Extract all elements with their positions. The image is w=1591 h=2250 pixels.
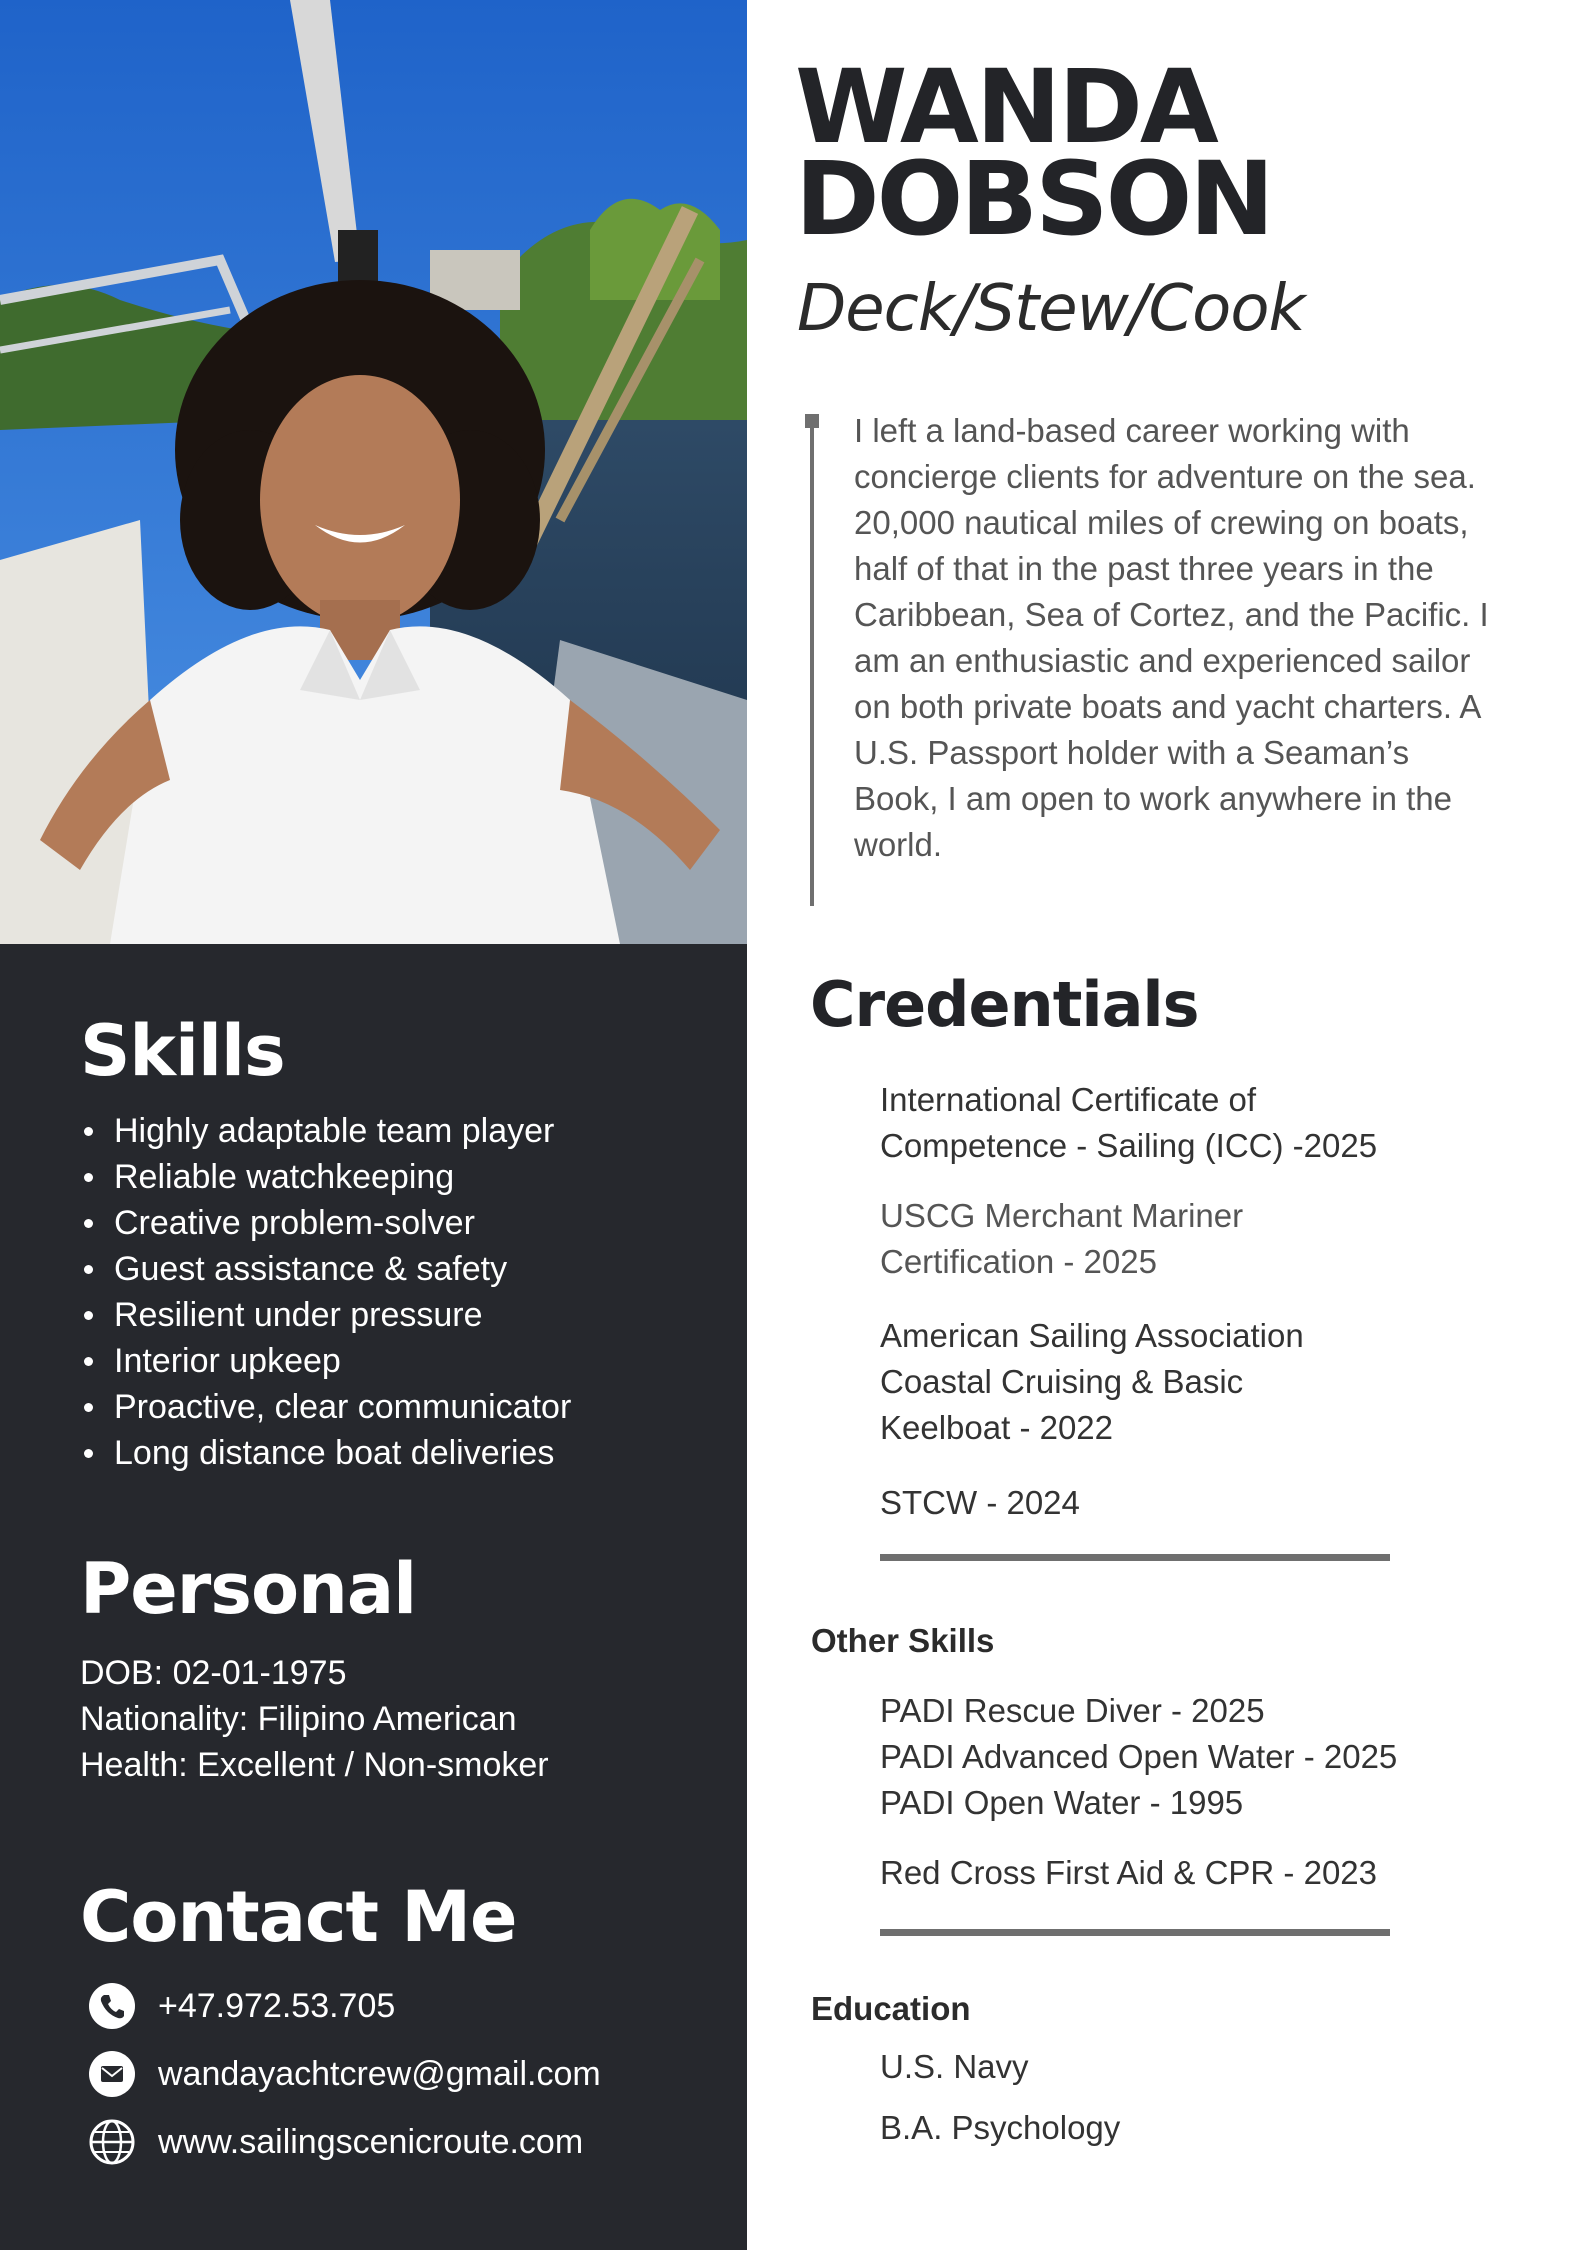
- education-item: U.S. Navy: [880, 2048, 1029, 2085]
- credential-item: [880, 1480, 1080, 1526]
- credential-line: American Sailing Association: [880, 1317, 1304, 1354]
- role-title: Deck/Stew/Cook: [797, 272, 1305, 346]
- skill-item: Resilient under pressure: [80, 1292, 571, 1338]
- credential-item: [880, 1077, 1377, 1169]
- bio-text: I left a land-based career working with concierge clients for adventure on the sea. 20,000 nautical miles of crewing on boats, half of that in the past three years in the Caribbean, Sea of Cortez, and the Pacific. I am an enthusiastic and experienced sailor on both private boats and yacht charters. A U.S. Passport holder with a Seaman’s Book, I am open to work anywhere in the world.: [854, 412, 1489, 863]
- first-aid-line: Red Cross First Aid & CPR - 2023: [880, 1854, 1377, 1891]
- credential-line: Keelboat - 2022: [880, 1409, 1114, 1446]
- diving-cert: PADI Open Water - 1995: [880, 1784, 1244, 1821]
- skill-item: Interior upkeep: [80, 1338, 571, 1384]
- skill-item: Proactive, clear communicator: [80, 1384, 571, 1430]
- phone-text[interactable]: +47.972.53.705: [158, 1986, 396, 2025]
- email-icon: [88, 2050, 136, 2098]
- contact-phone-row[interactable]: [88, 1982, 395, 2030]
- website-text[interactable]: www.sailingscenicroute.com: [158, 2122, 584, 2161]
- bio-bar: [810, 420, 814, 906]
- personal-heading: Personal: [80, 1548, 417, 1630]
- diving-cert: PADI Rescue Diver - 2025: [880, 1692, 1265, 1729]
- name-heading: [795, 48, 1272, 259]
- education-item: B.A. Psychology: [880, 2109, 1121, 2146]
- profile-photo: [0, 0, 747, 944]
- health-text: Health: Excellent / Non-smoker: [80, 1746, 549, 1784]
- dob-text: DOB: 02-01-1975: [80, 1654, 347, 1692]
- contact-website-row[interactable]: [88, 2118, 583, 2166]
- left-panel: [0, 0, 747, 2250]
- last-name: DOBSON: [795, 140, 1272, 259]
- credential-line: Certification - 2025: [880, 1243, 1157, 1280]
- skill-item: Long distance boat deliveries: [80, 1430, 571, 1476]
- other-skills-heading: Other Skills: [811, 1622, 995, 1659]
- first-aid-cert: [880, 1850, 1377, 1896]
- section-divider: [880, 1929, 1390, 1936]
- credential-line: Competence - Sailing (ICC) -2025: [880, 1127, 1378, 1164]
- personal-info: [80, 1650, 549, 1788]
- contact-email-row[interactable]: [88, 2050, 601, 2098]
- skill-item: Creative problem-solver: [80, 1200, 571, 1246]
- contact-heading: Contact Me: [80, 1876, 517, 1958]
- first-name: WANDA: [795, 48, 1216, 167]
- credential-line: USCG Merchant Mariner: [880, 1197, 1244, 1234]
- phone-icon: [88, 1982, 136, 2030]
- skills-heading: Skills: [80, 1010, 285, 1092]
- education-heading: Education: [811, 1990, 971, 2027]
- nationality-text: Nationality: Filipino American: [80, 1700, 517, 1738]
- credential-line: Coastal Cruising & Basic: [880, 1363, 1244, 1400]
- skill-item: Reliable watchkeeping: [80, 1154, 571, 1200]
- globe-icon: [88, 2118, 136, 2166]
- credential-line: International Certificate of: [880, 1081, 1257, 1118]
- credentials-heading: Credentials: [810, 968, 1199, 1041]
- credential-item: [880, 1313, 1304, 1451]
- skill-item: Highly adaptable team player: [80, 1108, 571, 1154]
- credential-line: STCW - 2024: [880, 1484, 1080, 1521]
- section-divider: [880, 1554, 1390, 1561]
- skills-list: [80, 1108, 571, 1476]
- diving-cert: PADI Advanced Open Water - 2025: [880, 1738, 1398, 1775]
- diving-certs: [880, 1688, 1397, 1826]
- skill-item: Guest assistance & safety: [80, 1246, 571, 1292]
- email-text[interactable]: wandayachtcrew@gmail.com: [158, 2054, 601, 2093]
- credential-item: [880, 1193, 1243, 1285]
